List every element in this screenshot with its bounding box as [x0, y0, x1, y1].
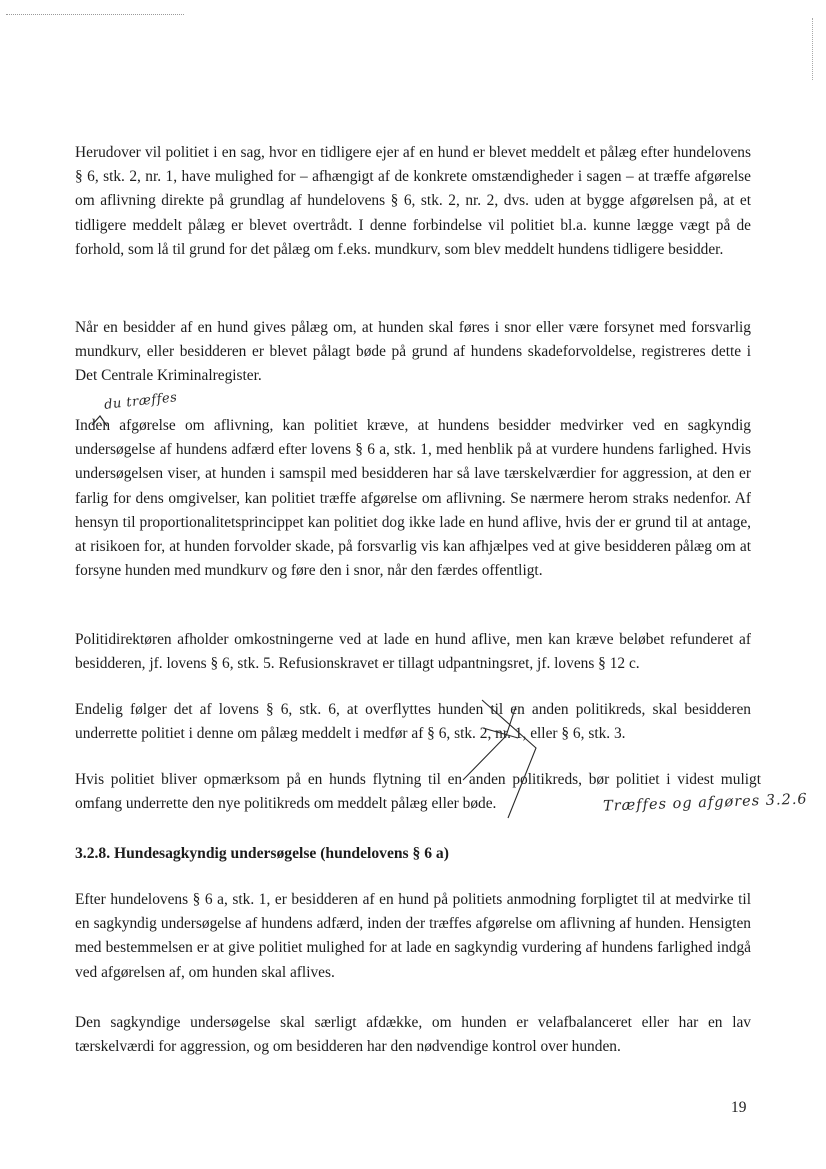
page-number: 19 — [731, 1099, 747, 1116]
scan-artifact-top — [6, 14, 184, 15]
paragraph: Herudover vil politiet i en sag, hvor en tidligere ejer af en hund er blevet meddelt et pålæg efter hundelovens § 6, stk. 2, nr. 1, have mulighed for – afhængigt af de konkrete omstændigheder i sagen – at træffe afgørelse om aflivning direkte på grundlag af hundelovens § 6, stk. 2, nr. 2, dvs. uden at bygge afgørelsen på, at et tidligere meddelt pålæg er blevet overtrådt. I denne forbindelse vil politiet bl.a. kunne lægge vægt på de forhold, som lå til grund for det pålæg om f.eks. mundkurv, som blev meddelt hundens tidligere besidder. — [75, 144, 751, 258]
paragraph: Hvis politiet bliver opmærksom på en hunds flytning til en anden politikreds, bør politiet i videst muligt omfang underrette den nye politikreds om meddelt pålæg eller bøde. — [75, 771, 761, 813]
paragraph: Politidirektøren afholder omkostningerne ved at lade en hund aflive, men kan kræve beløbet refunderet af besidderen, jf. lovens § 6, stk. 5. Refusionskravet er tillagt udpantningsret, jf. lovens § 12 c. — [75, 631, 751, 673]
handwritten-note-above-line: du træffes — [103, 390, 179, 413]
paragraph: Endelig følger det af lovens § 6, stk. 6, at overflyttes hunden til en anden politikreds, skal besidderen underrette politiet i denne om pålæg meddelt i medfør af § 6, stk. 2, nr. 1, eller § 6, stk. 3. — [75, 701, 751, 743]
section-paragraph: Efter hundelovens § 6 a, stk. 1, er besidderen af en hund på politiets anmodning forpligtet til at medvirke til en sagkyndig undersøgelse af hundens adfærd, inden der træffes afgørelse om aflivning af hunden. Hensigten med bestemmelsen er at give politiet mulighed for at lade en sagkyndig vurdering af hundens farlighed indgå ved afgørelsen af, om hunden skal aflives. — [75, 891, 751, 981]
section-paragraph: Den sagkyndige undersøgelse skal særligt afdække, om hunden er velafbalanceret eller har en lav tærskelværdi for aggression, og om besidderen har den nødvendige kontrol over hunden. — [75, 1014, 751, 1056]
scan-artifact-right — [812, 18, 813, 80]
section-heading: 3.2.8. Hundesagkyndig undersøgelse (hundelovens § 6 a) — [75, 845, 449, 862]
paragraph: Inden afgørelse om aflivning, kan politiet kræve, at hundens besidder medvirker ved en sagkyndig undersøgelse af hundens adfærd efter lovens § 6 a, stk. 1, med henblik på at vurdere hundens farlighed. Hvis undersøgelsen viser, at hunden i samspil med besidderen har så lave tærskelværdier for aggression, at den er farlig for dens omgivelser, kan politiet træffe afgørelse om aflivning. Se nærmere herom straks nedenfor. Af hensyn til proportionalitetsprincippet kan politiet dog ikke lade en hund aflive, hvis der er grund til at antage, at risikoen for, at hunden forvolder skade, på forsvarlig vis kan afhjælpes ved at give besidderen pålæg om at forsyne hunden med mundkurv og føre den i snor, når den færdes offentligt. — [75, 417, 751, 580]
handwritten-margin-note: Træffes og afgøres 3.2.6 — [602, 791, 808, 815]
paragraph: Når en besidder af en hund gives pålæg om, at hunden skal føres i snor eller være forsynet med forsvarlig mundkurv, eller besidderen er blevet pålagt bøde på grund af hundens skadeforvoldelse, registreres dette i Det Centrale Kriminalregister. — [75, 319, 751, 385]
